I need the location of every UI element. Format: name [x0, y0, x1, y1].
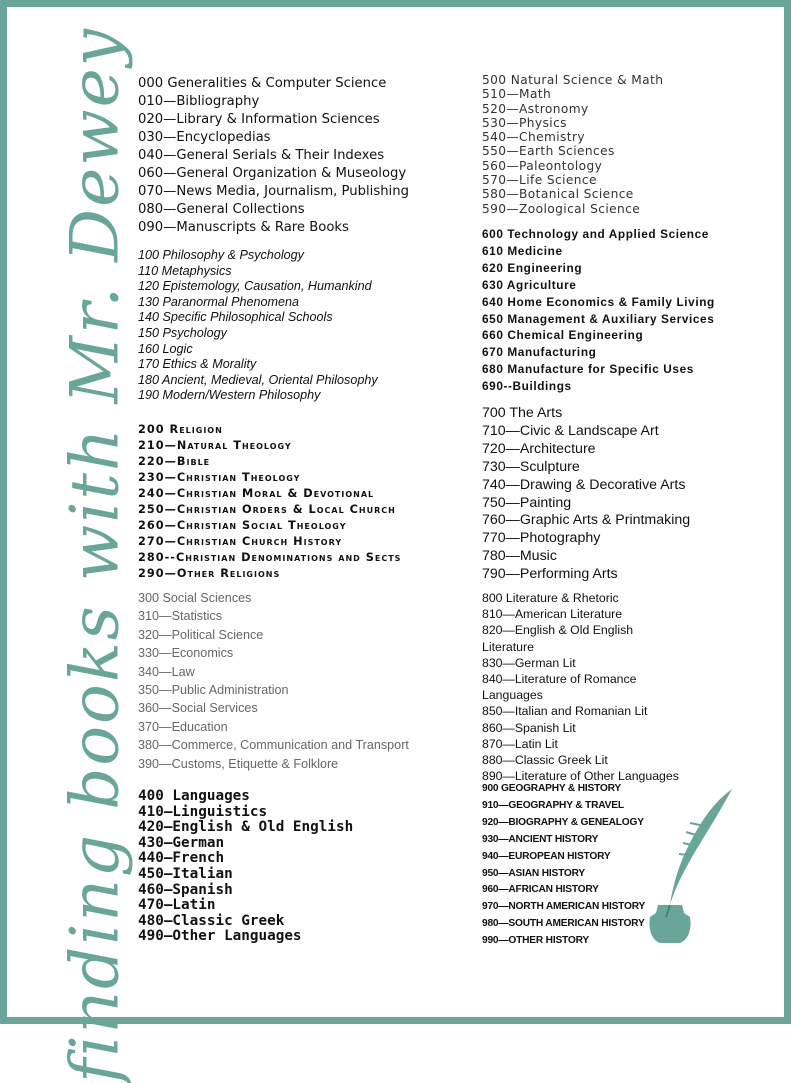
class-entry: 750—Painting [482, 494, 572, 511]
class-entry: 360—Social Services [138, 701, 258, 716]
class-entry: 440—French [138, 850, 225, 867]
class-entry: 610 Medicine [482, 243, 563, 258]
class-entry: 710—Civic & Landscape Art [482, 422, 659, 439]
class-entry: 580—Botanical Science [482, 187, 634, 202]
class-entry: 010—Bibliography [138, 94, 260, 109]
class-entry: 760—Graphic Arts & Printmaking [482, 512, 691, 529]
class-entry: 820—English & Old English Literature [482, 623, 634, 654]
class-heading: 900 GEOGRAPHY & HISTORY [482, 783, 622, 794]
class-entry: 350—Public Administration [138, 683, 289, 698]
class-heading: 700 The Arts [482, 405, 563, 421]
class-heading: 000 Generalities & Computer Science [138, 76, 387, 91]
class-entry: 260—Christian Social Theology [138, 519, 347, 532]
class-entry: 550—Earth Sciences [482, 144, 615, 159]
class-entry: 110 Metaphysics [138, 263, 232, 278]
section-700 [482, 405, 690, 584]
section-200 [138, 422, 401, 582]
class-entry: 830—German Lit [482, 655, 576, 670]
class-entry: 570—Life Science [482, 173, 597, 188]
class-entry: 020—Library & Information Sciences [138, 112, 380, 127]
class-entry: 070—News Media, Journalism, Publishing [138, 184, 409, 199]
class-entry: 590—Zoological Science [482, 201, 641, 216]
class-entry: 150 Psychology [138, 325, 227, 340]
class-entry: 540—Chemistry [482, 130, 585, 145]
class-entry: 840—Literature of Romance Languages [482, 672, 637, 703]
section-600 [482, 226, 715, 395]
class-entry: 650 Management & Auxiliary Services [482, 311, 715, 326]
class-entry: 930—ANCIENT HISTORY [482, 833, 599, 845]
class-entry: 040—General Serials & Their Indexes [138, 148, 385, 163]
class-entry: 180 Ancient, Medieval, Oriental Philosophy [138, 372, 378, 387]
class-entry: 370—Education [138, 719, 228, 734]
class-entry: 620 Engineering [482, 260, 583, 275]
section-500 [482, 73, 663, 216]
class-entry: 510—Math [482, 87, 552, 102]
class-entry: 770—Photography [482, 530, 601, 547]
class-entry: 420—English & Old English [138, 819, 354, 836]
class-entry: 480—Classic Greek [138, 912, 285, 929]
section-400 [138, 789, 353, 945]
class-heading: 200 Religion [138, 423, 223, 436]
class-entry: 120 Epistemology, Causation, Humankind [138, 279, 372, 294]
class-entry: 160 Logic [138, 341, 193, 356]
class-entry: 950—ASIAN HISTORY [482, 867, 586, 879]
class-entry: 520—Astronomy [482, 101, 589, 116]
page-title: finding books with Mr. Dewey [56, 27, 134, 1083]
class-entry: 220—Bible [138, 455, 211, 468]
section-000 [138, 75, 409, 237]
class-entry: 810—American Literature [482, 607, 623, 622]
class-entry: 280--Christian Denominations and Sects [138, 551, 402, 564]
class-entry: 140 Specific Philosophical Schools [138, 310, 333, 325]
class-entry: 630 Agriculture [482, 277, 577, 292]
class-entry: 060—General Organization & Museology [138, 166, 407, 181]
class-entry: 660 Chemical Engineering [482, 328, 644, 343]
class-entry: 560—Paleontology [482, 158, 603, 173]
class-entry: 470—Latin [138, 897, 216, 914]
class-entry: 990—OTHER HISTORY [482, 935, 589, 947]
class-entry: 740—Drawing & Decorative Arts [482, 476, 686, 493]
class-heading: 300 Social Sciences [138, 591, 252, 605]
class-entry: 230—Christian Theology [138, 471, 301, 484]
class-heading: 100 Philosophy & Psychology [138, 248, 304, 262]
class-entry: 780—Music [482, 548, 557, 565]
class-entry: 720—Architecture [482, 440, 596, 457]
class-entry: 970—NORTH AMERICAN HISTORY [482, 901, 646, 913]
class-entry: 290—Other Religions [138, 567, 281, 580]
class-entry: 190 Modern/Western Philosophy [138, 388, 321, 403]
class-entry: 680 Manufacture for Specific Uses [482, 362, 694, 377]
class-entry: 310—Statistics [138, 609, 222, 624]
class-entry: 250—Christian Orders & Local Church [138, 503, 396, 516]
class-entry: 850—Italian and Romanian Lit [482, 704, 648, 719]
class-entry: 730—Sculpture [482, 458, 580, 475]
class-entry: 490—Other Languages [138, 928, 302, 945]
class-entry: 130 Paranormal Phenomena [138, 294, 300, 309]
class-entry: 030—Encyclopedias [138, 130, 271, 145]
class-entry: 210—Natural Theology [138, 439, 292, 452]
class-heading: 800 Literature & Rhetoric [482, 591, 619, 605]
class-entry: 240—Christian Moral & Devotional [138, 487, 375, 500]
class-entry: 870—Latin Lit [482, 736, 558, 751]
class-entry: 530—Physics [482, 115, 567, 130]
class-entry: 080—General Collections [138, 202, 305, 217]
class-entry: 330—Economics [138, 646, 234, 661]
class-entry: 790—Performing Arts [482, 566, 618, 583]
class-entry: 860—Spanish Lit [482, 720, 576, 735]
class-entry: 890—Literature of Other Languages [482, 769, 679, 784]
section-900 [482, 781, 645, 950]
class-entry: 670 Manufacturing [482, 345, 597, 360]
class-entry: 430—German [138, 834, 225, 851]
class-entry: 320—Political Science [138, 627, 264, 642]
class-entry: 960—AFRICAN HISTORY [482, 884, 599, 896]
class-entry: 690--Buildings [482, 379, 572, 394]
section-300 [138, 589, 409, 773]
class-heading: 400 Languages [138, 788, 250, 804]
class-entry: 390—Customs, Etiquette & Folklore [138, 756, 339, 771]
section-800 [482, 590, 682, 784]
class-entry: 940—EUROPEAN HISTORY [482, 850, 611, 862]
class-entry: 880—Classic Greek Lit [482, 753, 608, 768]
class-entry: 910—GEOGRAPHY & TRAVEL [482, 799, 624, 811]
class-heading: 600 Technology and Applied Science [482, 227, 709, 241]
class-entry: 640 Home Economics & Family Living [482, 294, 715, 309]
quill-inkwell-icon [640, 785, 740, 945]
class-entry: 170 Ethics & Morality [138, 357, 257, 372]
section-100 [138, 248, 378, 404]
class-entry: 270—Christian Church History [138, 535, 343, 548]
class-entry: 090—Manuscripts & Rare Books [138, 220, 349, 235]
class-entry: 410—Linguistics [138, 803, 268, 820]
class-entry: 980—SOUTH AMERICAN HISTORY [482, 918, 645, 930]
class-entry: 380—Commerce, Communication and Transport [138, 738, 409, 753]
class-entry: 920—BIOGRAPHY & GENEALOGY [482, 816, 644, 828]
class-heading: 500 Natural Science & Math [482, 73, 664, 87]
class-entry: 450—Italian [138, 865, 233, 882]
class-entry: 340—Law [138, 664, 195, 679]
class-entry: 460—Spanish [138, 881, 233, 898]
